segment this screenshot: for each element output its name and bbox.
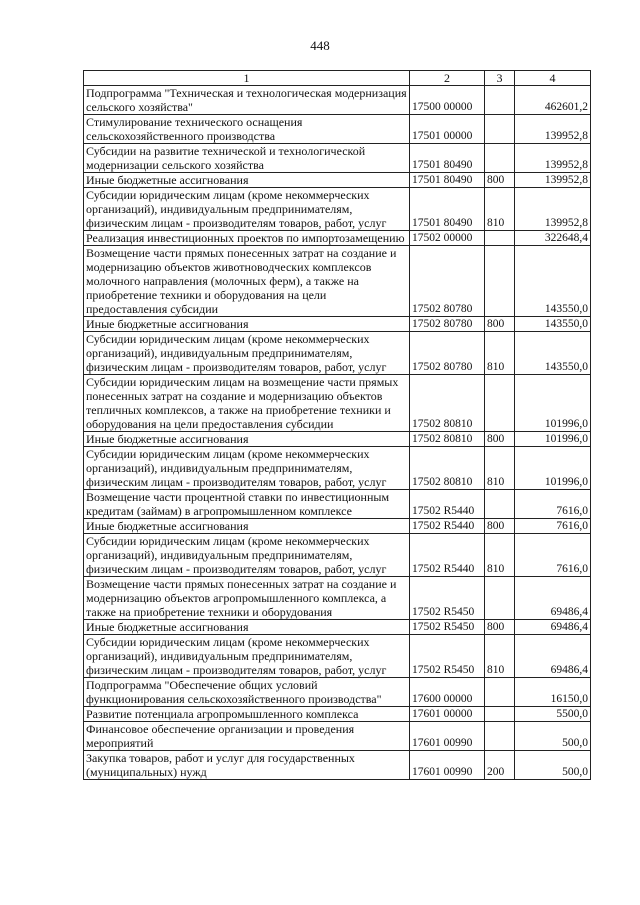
row-sum: 69486,4 — [515, 577, 591, 620]
table-row — [84, 188, 591, 231]
table-row — [84, 173, 591, 188]
row-sum: 7616,0 — [515, 490, 591, 519]
row-name: Иные бюджетные ассигнования — [84, 432, 410, 447]
row-name: Иные бюджетные ассигнования — [84, 317, 410, 332]
row-code: 17502 80810 — [410, 447, 485, 490]
row-name: Субсидии на развитие технической и технологической модернизации сельского хозяйства — [84, 144, 410, 173]
table-row — [84, 86, 591, 115]
row-code: 17502 80780 — [410, 246, 485, 317]
row-sum: 139952,8 — [515, 188, 591, 231]
row-code: 17600 00000 — [410, 678, 485, 707]
row-name: Стимулирование технического оснащения сельскохозяйственного производства — [84, 115, 410, 144]
table-row — [84, 332, 591, 375]
row-sum: 139952,8 — [515, 144, 591, 173]
row-sum: 5500,0 — [515, 707, 591, 722]
row-type — [485, 577, 515, 620]
table-row — [84, 722, 591, 751]
row-name: Возмещение части прямых понесенных затрат на создание и модернизацию объектов животноводческих комплексов молочного направления (молочных ферм), а также на приобретение техники и оборудования на цели предоставления субсидии — [84, 246, 410, 317]
row-name: Финансовое обеспечение организации и проведения мероприятий — [84, 722, 410, 751]
row-sum: 69486,4 — [515, 620, 591, 635]
row-sum: 462601,2 — [515, 86, 591, 115]
row-type — [485, 707, 515, 722]
table-header-row — [84, 71, 591, 86]
table-row — [84, 447, 591, 490]
row-name: Развитие потенциала агропромышленного комплекса — [84, 707, 410, 722]
row-name: Субсидии юридическим лицам (кроме некоммерческих организаций), индивидуальным предпринимателям, физическим лицам - производителям товаров, работ, услуг — [84, 534, 410, 577]
row-sum: 7616,0 — [515, 534, 591, 577]
row-sum: 101996,0 — [515, 447, 591, 490]
table-row — [84, 231, 591, 246]
row-type — [485, 144, 515, 173]
row-name: Подпрограмма "Техническая и технологическая модернизация сельского хозяйства" — [84, 86, 410, 115]
row-type: 800 — [485, 519, 515, 534]
row-type — [485, 115, 515, 144]
row-name: Подпрограмма "Обеспечение общих условий функционирования сельскохозяйственного производства" — [84, 678, 410, 707]
header-col-2: 2 — [410, 71, 485, 86]
row-sum: 143550,0 — [515, 246, 591, 317]
row-sum: 101996,0 — [515, 375, 591, 432]
row-sum: 101996,0 — [515, 432, 591, 447]
row-sum: 69486,4 — [515, 635, 591, 678]
row-code: 17501 80490 — [410, 173, 485, 188]
page-number: 448 — [310, 38, 330, 53]
row-code: 17501 80490 — [410, 144, 485, 173]
table-row — [84, 115, 591, 144]
row-code: 17502 R5440 — [410, 534, 485, 577]
row-code: 17502 R5440 — [410, 490, 485, 519]
table-row — [84, 144, 591, 173]
row-type: 810 — [485, 447, 515, 490]
row-code: 17502 80780 — [410, 332, 485, 375]
row-code: 17502 R5450 — [410, 635, 485, 678]
table-row — [84, 246, 591, 317]
row-name: Иные бюджетные ассигнования — [84, 519, 410, 534]
table-row — [84, 620, 591, 635]
table-row — [84, 317, 591, 332]
row-type: 810 — [485, 534, 515, 577]
table-row — [84, 519, 591, 534]
header-col-3: 3 — [485, 71, 515, 86]
row-type: 800 — [485, 620, 515, 635]
row-name: Субсидии юридическим лицам (кроме некоммерческих организаций), индивидуальным предпринимателям, физическим лицам - производителям товаров, работ, услуг — [84, 188, 410, 231]
row-code: 17501 80490 — [410, 188, 485, 231]
row-code: 17601 00000 — [410, 707, 485, 722]
row-code: 17502 80810 — [410, 432, 485, 447]
row-code: 17502 00000 — [410, 231, 485, 246]
row-sum: 139952,8 — [515, 173, 591, 188]
row-name: Реализация инвестиционных проектов по импортозамещению — [84, 231, 410, 246]
row-sum: 322648,4 — [515, 231, 591, 246]
table-row — [84, 375, 591, 432]
row-sum: 500,0 — [515, 722, 591, 751]
row-name: Возмещение части процентной ставки по инвестиционным кредитам (займам) в агропромышленном комплексе — [84, 490, 410, 519]
row-sum: 7616,0 — [515, 519, 591, 534]
row-sum: 16150,0 — [515, 678, 591, 707]
row-type: 800 — [485, 173, 515, 188]
row-type — [485, 375, 515, 432]
row-sum: 143550,0 — [515, 332, 591, 375]
row-type: 800 — [485, 317, 515, 332]
row-code: 17502 80780 — [410, 317, 485, 332]
row-code: 17601 00990 — [410, 751, 485, 780]
row-name: Субсидии юридическим лицам (кроме некоммерческих организаций), индивидуальным предпринимателям, физическим лицам - производителям товаров, работ, услуг — [84, 635, 410, 678]
row-name: Закупка товаров, работ и услуг для государственных (муниципальных) нужд — [84, 751, 410, 780]
table-row — [84, 490, 591, 519]
row-code: 17601 00990 — [410, 722, 485, 751]
row-sum: 143550,0 — [515, 317, 591, 332]
row-type — [485, 490, 515, 519]
table-row — [84, 432, 591, 447]
table-row — [84, 678, 591, 707]
row-type — [485, 231, 515, 246]
row-sum: 500,0 — [515, 751, 591, 780]
header-col-1: 1 — [84, 71, 410, 86]
row-type: 810 — [485, 332, 515, 375]
row-type: 800 — [485, 432, 515, 447]
row-type — [485, 722, 515, 751]
row-name: Возмещение части прямых понесенных затрат на создание и модернизацию объектов агропромышленного комплекса, а также на приобретение техники и оборудования — [84, 577, 410, 620]
table-body — [84, 86, 591, 780]
row-code: 17502 R5450 — [410, 620, 485, 635]
table-row — [84, 534, 591, 577]
row-name: Иные бюджетные ассигнования — [84, 173, 410, 188]
row-name: Иные бюджетные ассигнования — [84, 620, 410, 635]
row-type — [485, 246, 515, 317]
row-sum: 139952,8 — [515, 115, 591, 144]
header-col-4: 4 — [515, 71, 591, 86]
row-code: 17502 R5440 — [410, 519, 485, 534]
row-type — [485, 86, 515, 115]
row-type: 200 — [485, 751, 515, 780]
table-row — [84, 577, 591, 620]
row-code: 17500 00000 — [410, 86, 485, 115]
row-code: 17502 R5450 — [410, 577, 485, 620]
row-name: Субсидии юридическим лицам (кроме некоммерческих организаций), индивидуальным предпринимателям, физическим лицам - производителям товаров, работ, услуг — [84, 332, 410, 375]
row-code: 17502 80810 — [410, 375, 485, 432]
row-type — [485, 678, 515, 707]
table-row — [84, 751, 591, 780]
table-row — [84, 635, 591, 678]
row-name: Субсидии юридическим лицам (кроме некоммерческих организаций), индивидуальным предпринимателям, физическим лицам - производителям товаров, работ, услуг — [84, 447, 410, 490]
table-row — [84, 707, 591, 722]
row-name: Субсидии юридическим лицам на возмещение части прямых понесенных затрат на создание и модернизацию объектов тепличных комплексов, а также на приобретение техники и оборудования на цели предоставления субсидии — [84, 375, 410, 432]
budget-table — [83, 70, 591, 780]
row-code: 17501 00000 — [410, 115, 485, 144]
row-type: 810 — [485, 188, 515, 231]
row-type: 810 — [485, 635, 515, 678]
